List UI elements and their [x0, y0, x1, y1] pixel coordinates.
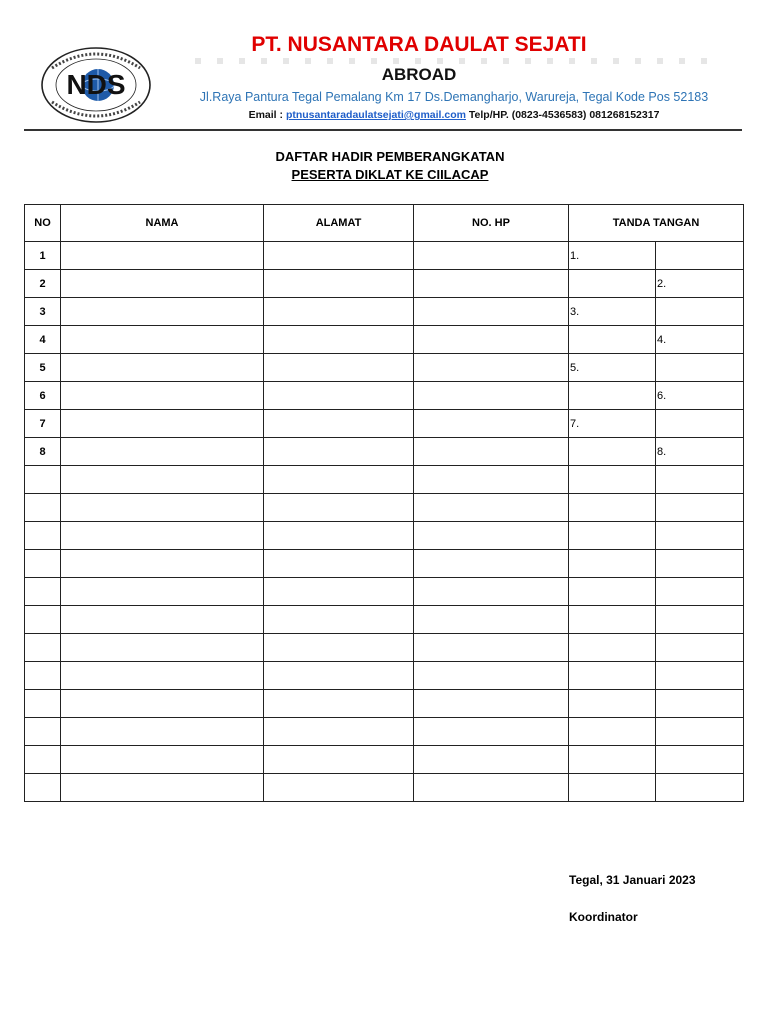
signature-cell-right[interactable]	[656, 298, 744, 326]
email-link[interactable]: ptnusantaradaulatsejati@gmail.com	[285, 109, 466, 121]
nama-cell[interactable]	[61, 466, 264, 494]
no-hp-cell[interactable]	[414, 242, 569, 270]
header-divider	[24, 129, 742, 131]
alamat-cell[interactable]	[264, 382, 414, 410]
alamat-cell[interactable]	[264, 410, 414, 438]
phone-text: Telp/HP. (0823-4536583) 081268152317	[465, 109, 660, 121]
table-row	[25, 690, 744, 718]
row-number	[25, 774, 61, 802]
table-row	[25, 438, 744, 466]
row-number: 7	[25, 410, 61, 438]
column-header-alamat: ALAMAT	[264, 205, 414, 242]
no-hp-cell[interactable]	[414, 662, 569, 690]
signature-cell-left[interactable]: 1.	[569, 242, 656, 270]
signature-cell-right[interactable]	[656, 550, 744, 578]
table-row	[25, 662, 744, 690]
signoff-role: Koordinator	[569, 910, 638, 924]
attendance-table	[24, 204, 744, 802]
signoff-date: Tegal, 31 Januari 2023	[569, 873, 696, 887]
nama-cell[interactable]	[61, 690, 264, 718]
company-tagline: ABROAD	[381, 65, 457, 84]
no-hp-cell[interactable]	[414, 354, 569, 382]
alamat-cell[interactable]	[264, 270, 414, 298]
signature-cell-right[interactable]	[656, 690, 744, 718]
no-hp-cell[interactable]	[414, 410, 569, 438]
alamat-cell[interactable]	[264, 522, 414, 550]
svg-text:NDS: NDS	[66, 69, 126, 100]
signature-cell-left[interactable]	[569, 326, 656, 354]
signature-cell-right[interactable]	[656, 354, 744, 382]
document-title: DAFTAR HADIR PEMBERANGKATAN	[275, 149, 505, 164]
nama-cell[interactable]	[61, 326, 264, 354]
signature-cell-left[interactable]: 5.	[569, 354, 656, 382]
alamat-cell[interactable]	[264, 466, 414, 494]
signature-cell-left[interactable]	[569, 774, 656, 802]
table-row	[25, 578, 744, 606]
signature-cell-right[interactable]: 2.	[656, 270, 744, 298]
row-number	[25, 466, 61, 494]
table-header-row	[25, 205, 744, 242]
no-hp-cell[interactable]	[414, 718, 569, 746]
table-row	[25, 774, 744, 802]
table-row	[25, 494, 744, 522]
nama-cell[interactable]	[61, 494, 264, 522]
row-number	[25, 522, 61, 550]
nama-cell[interactable]	[61, 242, 264, 270]
signature-cell-right[interactable]	[656, 606, 744, 634]
nama-cell[interactable]	[61, 522, 264, 550]
row-number	[25, 550, 61, 578]
company-contact	[0, 109, 768, 121]
signature-cell-left[interactable]	[569, 578, 656, 606]
table-row	[25, 242, 744, 270]
signature-cell-right[interactable]	[656, 634, 744, 662]
no-hp-cell[interactable]	[414, 774, 569, 802]
nama-cell[interactable]	[61, 578, 264, 606]
row-number	[25, 578, 61, 606]
alamat-cell[interactable]	[264, 494, 414, 522]
nama-cell[interactable]	[61, 354, 264, 382]
table-row	[25, 354, 744, 382]
no-hp-cell[interactable]	[414, 550, 569, 578]
row-number	[25, 746, 61, 774]
column-header-no-hp: NO. HP	[414, 205, 569, 242]
document-subtitle: PESERTA DIKLAT KE CIILACAP	[291, 167, 489, 182]
no-hp-cell[interactable]	[414, 578, 569, 606]
company-address: Jl.Raya Pantura Tegal Pemalang Km 17 Ds.Demangharjo, Warureja, Tegal Kode Pos 52183	[199, 90, 709, 104]
table-row	[25, 382, 744, 410]
signature-cell-right[interactable]	[656, 662, 744, 690]
no-hp-cell[interactable]	[414, 634, 569, 662]
signature-cell-left[interactable]: 7.	[569, 410, 656, 438]
table-row	[25, 326, 744, 354]
nama-cell[interactable]	[61, 382, 264, 410]
nama-cell[interactable]	[61, 298, 264, 326]
row-number: 4	[25, 326, 61, 354]
alamat-cell[interactable]	[264, 326, 414, 354]
table-row	[25, 550, 744, 578]
no-hp-cell[interactable]	[414, 438, 569, 466]
signature-cell-right[interactable]	[656, 410, 744, 438]
signature-cell-right[interactable]	[656, 522, 744, 550]
row-number	[25, 690, 61, 718]
signature-cell-right[interactable]: 8.	[656, 438, 744, 466]
signature-cell-left[interactable]: 3.	[569, 298, 656, 326]
row-number	[25, 606, 61, 634]
signature-cell-left[interactable]	[569, 746, 656, 774]
table-row	[25, 270, 744, 298]
nama-cell[interactable]	[61, 662, 264, 690]
nama-cell[interactable]	[61, 438, 264, 466]
alamat-cell[interactable]	[264, 242, 414, 270]
row-number	[25, 662, 61, 690]
alamat-cell[interactable]	[264, 606, 414, 634]
alamat-cell[interactable]	[264, 634, 414, 662]
alamat-cell[interactable]	[264, 746, 414, 774]
table-row	[25, 522, 744, 550]
signature-cell-left[interactable]	[569, 690, 656, 718]
table-row	[25, 466, 744, 494]
nama-cell[interactable]	[61, 634, 264, 662]
company-name: PT. NUSANTARA DAULAT SEJATI	[251, 33, 587, 56]
nama-cell[interactable]	[61, 746, 264, 774]
signature-cell-right[interactable]: 6.	[656, 382, 744, 410]
row-number: 1	[25, 242, 61, 270]
row-number: 3	[25, 298, 61, 326]
row-number	[25, 718, 61, 746]
signature-cell-right[interactable]	[656, 774, 744, 802]
signature-cell-left[interactable]	[569, 550, 656, 578]
signature-cell-left[interactable]	[569, 634, 656, 662]
table-row	[25, 634, 744, 662]
alamat-cell[interactable]	[264, 578, 414, 606]
nama-cell[interactable]	[61, 550, 264, 578]
no-hp-cell[interactable]	[414, 606, 569, 634]
row-number: 2	[25, 270, 61, 298]
signature-cell-left[interactable]	[569, 270, 656, 298]
column-header-tanda-tangan: TANDA TANGAN	[569, 205, 744, 242]
no-hp-cell[interactable]	[414, 298, 569, 326]
signature-cell-left[interactable]	[569, 522, 656, 550]
no-hp-cell[interactable]	[414, 746, 569, 774]
table-row	[25, 606, 744, 634]
signature-cell-right[interactable]	[656, 746, 744, 774]
no-hp-cell[interactable]	[414, 466, 569, 494]
nama-cell[interactable]	[61, 410, 264, 438]
signature-cell-right[interactable]	[656, 578, 744, 606]
signature-cell-left[interactable]	[569, 382, 656, 410]
no-hp-cell[interactable]	[414, 382, 569, 410]
email-label: Email :	[248, 109, 286, 121]
alamat-cell[interactable]	[264, 774, 414, 802]
table-row	[25, 718, 744, 746]
alamat-cell[interactable]	[264, 298, 414, 326]
no-hp-cell[interactable]	[414, 494, 569, 522]
column-header-nama: NAMA	[61, 205, 264, 242]
signature-cell-left[interactable]	[569, 466, 656, 494]
alamat-cell[interactable]	[264, 550, 414, 578]
header-decorative-band	[195, 58, 715, 64]
alamat-cell[interactable]	[264, 690, 414, 718]
row-number	[25, 494, 61, 522]
signature-cell-left[interactable]	[569, 438, 656, 466]
table-row	[25, 298, 744, 326]
no-hp-cell[interactable]	[414, 522, 569, 550]
signature-cell-left[interactable]	[569, 606, 656, 634]
row-number: 6	[25, 382, 61, 410]
no-hp-cell[interactable]	[414, 326, 569, 354]
signature-cell-right[interactable]	[656, 466, 744, 494]
nama-cell[interactable]	[61, 718, 264, 746]
nama-cell[interactable]	[61, 606, 264, 634]
alamat-cell[interactable]	[264, 718, 414, 746]
nama-cell[interactable]	[61, 774, 264, 802]
no-hp-cell[interactable]	[414, 270, 569, 298]
alamat-cell[interactable]	[264, 438, 414, 466]
no-hp-cell[interactable]	[414, 690, 569, 718]
signature-cell-right[interactable]: 4.	[656, 326, 744, 354]
signature-cell-right[interactable]	[656, 718, 744, 746]
table-row	[25, 746, 744, 774]
nama-cell[interactable]	[61, 270, 264, 298]
row-number: 5	[25, 354, 61, 382]
signature-cell-right[interactable]	[656, 242, 744, 270]
table-row	[25, 410, 744, 438]
alamat-cell[interactable]	[264, 354, 414, 382]
column-header-no: NO	[25, 205, 61, 242]
signature-cell-left[interactable]	[569, 494, 656, 522]
signature-cell-left[interactable]	[569, 718, 656, 746]
alamat-cell[interactable]	[264, 662, 414, 690]
row-number: 8	[25, 438, 61, 466]
signature-cell-right[interactable]	[656, 494, 744, 522]
signature-cell-left[interactable]	[569, 662, 656, 690]
row-number	[25, 634, 61, 662]
